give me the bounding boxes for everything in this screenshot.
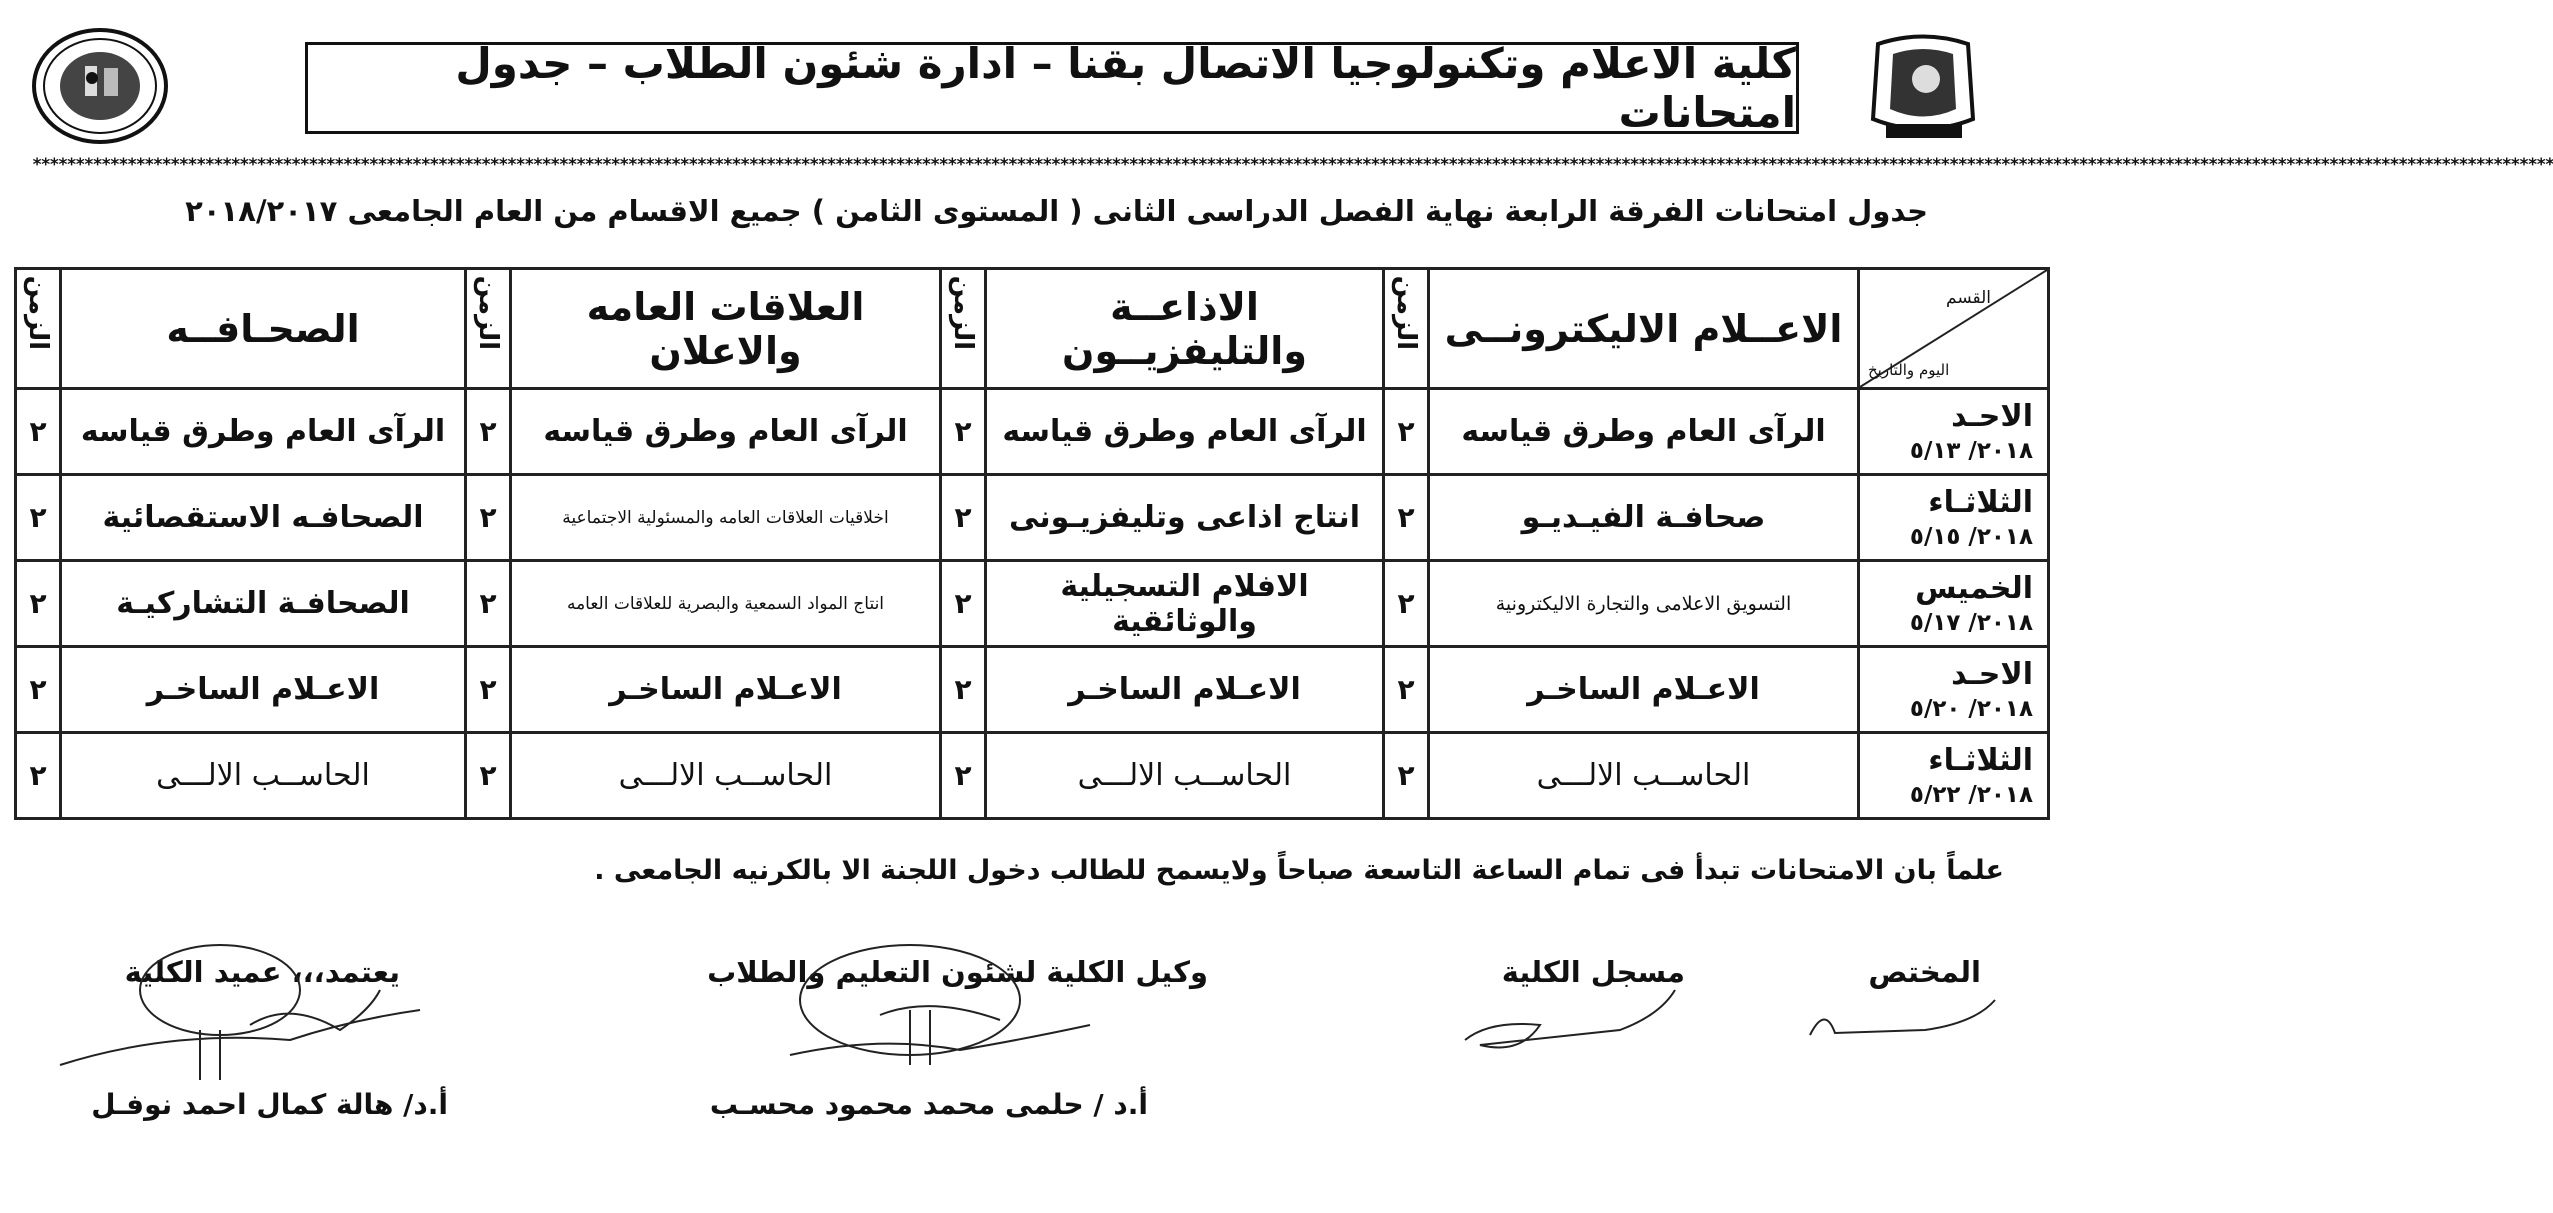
subject-cell: الرآى العام وطرق قياسه (986, 389, 1384, 475)
schedule-subtitle: جدول امتحانات الفرقة الرابعة نهاية الفصل الدراسى الثانى ( المستوى الثامن ) جميع الاقسام من العام الجامعى ٢٠١٨/٢٠١٧ (185, 194, 1928, 228)
department-header-radio-tv: الاذاعــة والتليفزيــون (986, 269, 1384, 389)
subject-cell: الصحافـة التشاركيـة (61, 561, 466, 647)
header-title-box (305, 39, 1799, 137)
hours-cell: ٢ (941, 733, 986, 819)
corner-cell (1859, 269, 2049, 389)
hours-cell: ٢ (941, 647, 986, 733)
exam-schedule-table (14, 267, 2050, 820)
subject-cell: انتاج المواد السمعية والبصرية للعلاقات العامه (511, 561, 941, 647)
hours-cell: ٢ (466, 389, 511, 475)
hours-cell: ٢ (941, 389, 986, 475)
day-cell: الثلاثـاء ٢٠١٨/ ٥/٢٢ (1859, 733, 2049, 819)
day-cell: الثلاثـاء ٢٠١٨/ ٥/١٥ (1859, 475, 2049, 561)
hours-cell: ٢ (941, 475, 986, 561)
hours-cell: ٢ (466, 561, 511, 647)
hours-cell: ٢ (1384, 647, 1429, 733)
header-title: كلية الاعلام وتكنولوجيا الاتصال بقنا – ادارة شئون الطلاب – جدول امتحانات (455, 39, 1796, 137)
star-divider: **************************************************************************************************************************************************************************************************************************************************************************************************** (32, 155, 2553, 175)
hours-cell: ٢ (1384, 475, 1429, 561)
hours-cell: ٢ (16, 733, 61, 819)
subject-cell: الاعـلام الساخـر (986, 647, 1384, 733)
registrar-signature (1460, 985, 1690, 1059)
day-cell: الاحـد ٢٠١٨/ ٥/١٣ (1859, 389, 2049, 475)
subject-cell: انتاج اذاعى وتليفزيـونى (986, 475, 1384, 561)
dean-title: يعتمد،،، عميد الكلية (124, 955, 400, 989)
department-header-public-relations: العلاقات العامه والاعلان (511, 269, 941, 389)
hours-cell: ٢ (16, 475, 61, 561)
hours-cell: ٢ (466, 475, 511, 561)
table-row (16, 647, 2049, 733)
subject-cell: الرآى العام وطرق قياسه (1429, 389, 1859, 475)
corner-day-date-label: اليوم والتاريخ (1868, 361, 1950, 379)
table-row (16, 475, 2049, 561)
subject-cell: التسويق الاعلامى والتجارة الاليكترونية (1429, 561, 1859, 647)
time-header: الزمن (16, 269, 61, 389)
exam-start-note: علماً بان الامتحانات تبدأ فى تمام الساعة التاسعة صباحاً ولايسمح للطالب دخول اللجنة الا بالكرنيه الجامعى . (594, 855, 2004, 886)
hours-cell: ٢ (16, 647, 61, 733)
specialist-signature (1805, 995, 2005, 1049)
hours-cell: ٢ (466, 647, 511, 733)
hours-cell: ٢ (16, 561, 61, 647)
university-logo (1848, 24, 1998, 149)
vice-dean-signature (760, 925, 1100, 1089)
subject-cell: الحاســب الالـــى (61, 733, 466, 819)
department-header-electronic-media: الاعــلام الاليكترونــى (1429, 269, 1859, 389)
hours-cell: ٢ (1384, 733, 1429, 819)
dean-name: أ.د/ هالة كمال احمد نوفـل (91, 1088, 448, 1121)
department-header-journalism: الصحـافــه (61, 269, 466, 389)
time-header: الزمن (1384, 269, 1429, 389)
hours-cell: ٢ (466, 733, 511, 819)
subject-cell: الرآى العام وطرق قياسه (61, 389, 466, 475)
subject-cell: الحاســب الالـــى (1429, 733, 1859, 819)
hours-cell: ٢ (1384, 561, 1429, 647)
header-row (16, 269, 2049, 389)
subject-cell: الاعـلام الساخـر (1429, 647, 1859, 733)
corner-department-label: القسم (1946, 288, 1991, 308)
time-header: الزمن (941, 269, 986, 389)
hours-cell: ٢ (1384, 389, 1429, 475)
subject-cell: صحافـة الفيـديـو (1429, 475, 1859, 561)
subject-cell: الافلام التسجيلية والوثائقية (986, 561, 1384, 647)
vice-dean-name: أ.د / حلمى محمد محمود محسـب (709, 1088, 1148, 1121)
specialist-title: المختص (1868, 955, 1981, 989)
vice-dean-title: وكيل الكلية لشئون التعليم والطلاب (707, 955, 1208, 989)
faculty-seal-logo (30, 26, 170, 146)
subject-cell: الاعـلام الساخـر (511, 647, 941, 733)
registrar-title: مسجل الكلية (1501, 955, 1685, 989)
table-row (16, 389, 2049, 475)
table-row (16, 561, 2049, 647)
time-header: الزمن (466, 269, 511, 389)
day-cell: الاحـد ٢٠١٨/ ٥/٢٠ (1859, 647, 2049, 733)
hours-cell: ٢ (16, 389, 61, 475)
subject-cell: الرآى العام وطرق قياسه (511, 389, 941, 475)
subject-cell: الاعـلام الساخـر (61, 647, 466, 733)
subject-cell: الحاســب الالـــى (511, 733, 941, 819)
subject-cell: الحاســب الالـــى (986, 733, 1384, 819)
subject-cell: اخلاقيات العلاقات العامه والمسئولية الاجتماعية (511, 475, 941, 561)
day-cell: الخميس ٢٠١٨/ ٥/١٧ (1859, 561, 2049, 647)
subject-cell: الصحافـه الاستقصائية (61, 475, 466, 561)
hours-cell: ٢ (941, 561, 986, 647)
table-row (16, 733, 2049, 819)
dean-signature (50, 930, 430, 1094)
